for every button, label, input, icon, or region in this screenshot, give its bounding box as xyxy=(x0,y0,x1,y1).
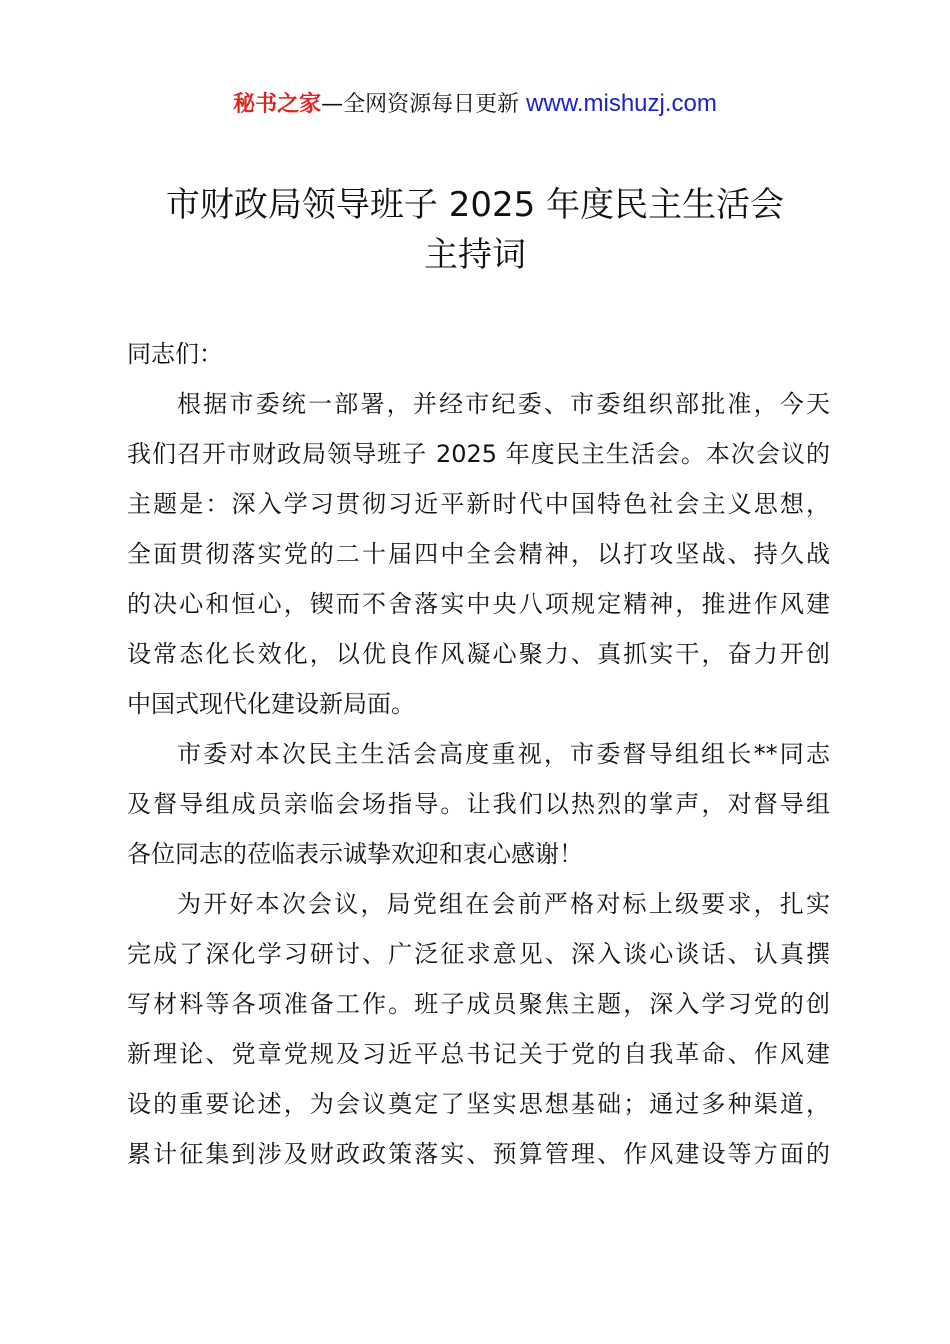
paragraph-line: 的决心和恒心，锲而不舍落实中央八项规定精神，推进作风建 xyxy=(127,590,830,618)
paragraph-line: 设的重要论述，为会议奠定了坚实思想基础；通过多种渠道， xyxy=(127,1090,830,1118)
paragraph-line: 完成了深化学习研讨、广泛征求意见、深入谈心谈话、认真撰 xyxy=(127,940,830,968)
paragraph-line: 我们召开市财政局领导班子 2025 年度民主生活会。本次会议的 xyxy=(127,440,830,468)
paragraph xyxy=(127,729,830,879)
paragraph-line: 累计征集到涉及财政政策落实、预算管理、作风建设等方面的 xyxy=(127,1140,830,1168)
paragraph-line: 设常态化长效化，以优良作风凝心聚力、真抓实干，奋力开创 xyxy=(127,640,830,668)
paragraph-line: 写材料等各项准备工作。班子成员聚焦主题，深入学习党的创 xyxy=(127,990,830,1018)
document-body xyxy=(127,329,830,1179)
paragraph-line: 主题是：深入学习贯彻习近平新时代中国特色社会主义思想， xyxy=(127,490,830,518)
document-title xyxy=(0,180,950,280)
banner-slogan: —全网资源每日更新 xyxy=(321,92,527,117)
paragraph-line: 各位同志的莅临表示诚挚欢迎和衷心感谢！ xyxy=(127,840,583,868)
paragraph-line: 为开好本次会议，局党组在会前严格对标上级要求，扎实 xyxy=(177,890,830,918)
paragraph-line: 中国式现代化建设新局面。 xyxy=(127,690,415,718)
title-line: 市财政局领导班子 2025 年度民主生活会 xyxy=(165,185,785,225)
website-link[interactable]: www.mishuzj.com xyxy=(526,90,717,117)
title-line: 主持词 xyxy=(424,235,526,275)
paragraph-line: 市委对本次民主生活会高度重视，市委督导组组长**同志 xyxy=(177,740,830,768)
brand-name: 秘书之家 xyxy=(233,92,322,117)
paragraph xyxy=(127,379,830,729)
paragraph-line: 全面贯彻落实党的二十届四中全会精神，以打攻坚战、持久战 xyxy=(127,540,830,568)
salutation: 同志们： xyxy=(127,340,223,368)
site-banner xyxy=(0,86,950,123)
paragraph-line: 新理论、党章党规及习近平总书记关于党的自我革命、作风建 xyxy=(127,1040,830,1068)
paragraph xyxy=(127,879,830,1179)
paragraph-line: 根据市委统一部署，并经市纪委、市委组织部批准，今天 xyxy=(177,390,830,418)
paragraph-line: 及督导组成员亲临会场指导。让我们以热烈的掌声，对督导组 xyxy=(127,790,830,818)
